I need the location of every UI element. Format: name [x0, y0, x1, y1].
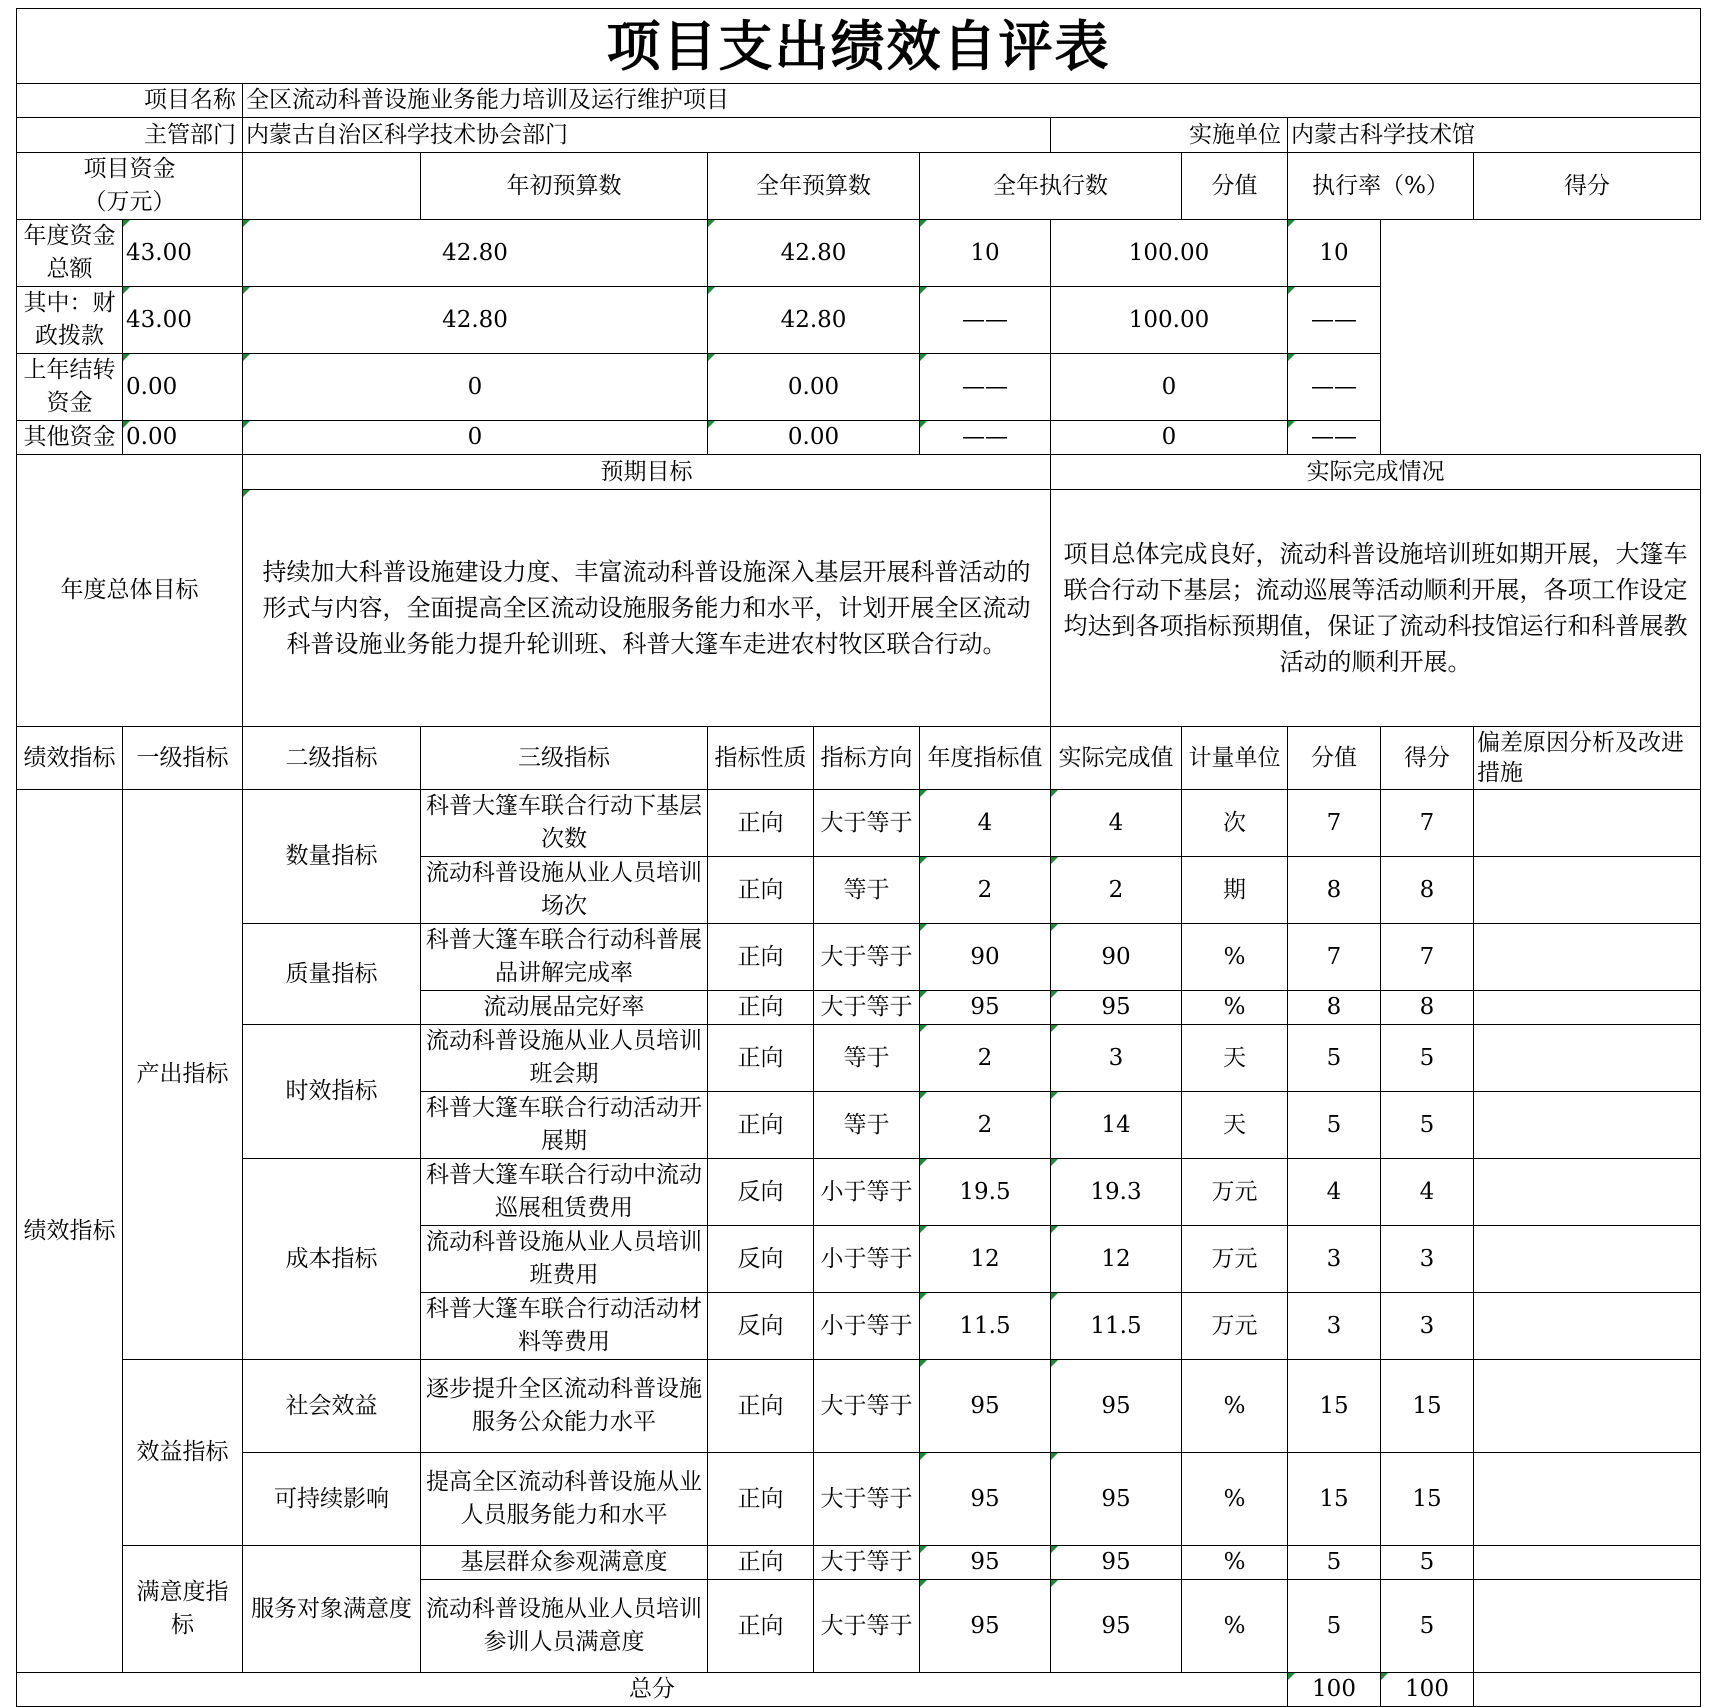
- got-score: 8: [1381, 857, 1474, 924]
- deviation-note: [1474, 1453, 1701, 1546]
- score-value: 5: [1288, 1025, 1381, 1092]
- deviation-note: [1474, 1293, 1701, 1360]
- perf-header: 三级指标: [421, 727, 708, 790]
- funds-header: 全年预算数: [708, 153, 920, 220]
- expected-goal-text: 持续加大科普设施建设力度、丰富流动科普设施深入基层开展科普活动的形式与内容，全面提高全区流动设施服务能力和水平，计划开展全区流动科普设施业务能力提升轮训班、科普大篷车走进农村牧区联合行动。: [243, 490, 1051, 727]
- actual-value: 95: [1051, 991, 1182, 1025]
- funds-cell: ——: [920, 287, 1051, 354]
- got-score: 8: [1381, 991, 1474, 1025]
- funds-cell: 0: [243, 421, 708, 455]
- level3-indicator: 流动展品完好率: [421, 991, 708, 1025]
- indicator-direction: 等于: [814, 1025, 920, 1092]
- funds-rows: [17, 220, 1701, 455]
- got-score: 5: [1381, 1025, 1474, 1092]
- score-value: 5: [1288, 1580, 1381, 1673]
- level3-indicator: 科普大篷车联合行动中流动巡展租赁费用: [421, 1159, 708, 1226]
- score-value: 15: [1288, 1360, 1381, 1453]
- table-row: [17, 1159, 1701, 1226]
- score-value: 3: [1288, 1293, 1381, 1360]
- perf-header: 指标性质: [708, 727, 814, 790]
- actual-result-text: 项目总体完成良好，流动科普设施培训班如期开展，大篷车联合行动下基层；流动巡展等活动顺利开展，各项工作设定均达到各项指标预期值，保证了流动科技馆运行和科普展教活动的顺利开展。: [1051, 490, 1701, 727]
- actual-value: 3: [1051, 1025, 1182, 1092]
- indicator-direction: 大于等于: [814, 1546, 920, 1580]
- measure-unit: %: [1182, 1453, 1288, 1546]
- perf-rows: [17, 790, 1701, 1673]
- funds-header: 分值: [1182, 153, 1288, 220]
- target-value: 95: [920, 1360, 1051, 1453]
- indicator-nature: 正向: [708, 790, 814, 857]
- funds-cell: 0: [243, 354, 708, 421]
- funds-cell: 42.80: [243, 287, 708, 354]
- indicator-direction: 小于等于: [814, 1159, 920, 1226]
- actual-result-header: 实际完成情况: [1051, 455, 1701, 490]
- goals-label: 年度总体目标: [17, 455, 243, 727]
- deviation-note: [1474, 1226, 1701, 1293]
- funds-cell: 10: [920, 220, 1051, 287]
- indicator-direction: 大于等于: [814, 991, 920, 1025]
- level2-indicator: 时效指标: [243, 1025, 421, 1159]
- indicator-direction: 等于: [814, 1092, 920, 1159]
- indicator-direction: 大于等于: [814, 924, 920, 991]
- target-value: 12: [920, 1226, 1051, 1293]
- funds-cell: 43.00: [123, 287, 243, 354]
- unit-value: 内蒙古科学技术馆: [1288, 118, 1701, 153]
- actual-value: 90: [1051, 924, 1182, 991]
- evaluation-table: [16, 8, 1701, 1707]
- got-score: 3: [1381, 1226, 1474, 1293]
- funds-cell: 42.80: [708, 287, 920, 354]
- level3-indicator: 科普大篷车联合行动活动开展期: [421, 1092, 708, 1159]
- target-value: 2: [920, 857, 1051, 924]
- deviation-note: [1474, 1159, 1701, 1226]
- funds-row: [17, 354, 1701, 421]
- funds-cell: ——: [920, 354, 1051, 421]
- total-label: 总分: [17, 1673, 1288, 1707]
- table-row: [17, 1360, 1701, 1453]
- indicator-direction: 大于等于: [814, 1360, 920, 1453]
- table-row: [17, 1546, 1701, 1580]
- actual-value: 4: [1051, 790, 1182, 857]
- funds-row-label: 上年结转资金: [17, 354, 123, 421]
- measure-unit: %: [1182, 924, 1288, 991]
- indicator-direction: 大于等于: [814, 790, 920, 857]
- target-value: 95: [920, 1546, 1051, 1580]
- measure-unit: %: [1182, 1580, 1288, 1673]
- indicator-nature: 反向: [708, 1226, 814, 1293]
- level3-indicator: 科普大篷车联合行动科普展品讲解完成率: [421, 924, 708, 991]
- perf-header: 偏差原因分析及改进措施: [1474, 727, 1701, 790]
- measure-unit: %: [1182, 1546, 1288, 1580]
- funds-cell: 0.00: [708, 354, 920, 421]
- deviation-note: [1474, 1546, 1701, 1580]
- got-score: 15: [1381, 1360, 1474, 1453]
- perf-header: 绩效指标: [17, 727, 123, 790]
- funds-header: 得分: [1474, 153, 1701, 220]
- deviation-note: [1474, 1025, 1701, 1092]
- funds-header: 全年执行数: [920, 153, 1182, 220]
- got-score: 7: [1381, 790, 1474, 857]
- table-row: [17, 1025, 1701, 1092]
- funds-cell: 0: [1051, 354, 1288, 421]
- actual-value: 11.5: [1051, 1293, 1182, 1360]
- funds-cell: 0: [1051, 421, 1288, 455]
- funds-label: 项目资金: [83, 156, 176, 182]
- perf-header: 一级指标: [123, 727, 243, 790]
- funds-cell: ——: [920, 421, 1051, 455]
- level2-indicator: 社会效益: [243, 1360, 421, 1453]
- table-row: [17, 790, 1701, 857]
- got-score: 5: [1381, 1580, 1474, 1673]
- got-score: 7: [1381, 924, 1474, 991]
- indicator-nature: 反向: [708, 1293, 814, 1360]
- level1-indicator: 产出指标: [123, 790, 243, 1360]
- funds-cell: 0.00: [123, 354, 243, 421]
- funds-cell: 0.00: [708, 421, 920, 455]
- level1-indicator: 满意度指标: [123, 1546, 243, 1673]
- perf-header: 分值: [1288, 727, 1381, 790]
- got-score: 4: [1381, 1159, 1474, 1226]
- funds-label-cell: [17, 153, 243, 220]
- funds-cell: ——: [1288, 287, 1381, 354]
- target-value: 95: [920, 1453, 1051, 1546]
- perf-header-row: [17, 727, 1701, 790]
- deviation-note: [1474, 924, 1701, 991]
- indicator-nature: 正向: [708, 1580, 814, 1673]
- indicator-direction: 小于等于: [814, 1293, 920, 1360]
- page-title: 项目支出绩效自评表: [17, 9, 1701, 84]
- measure-unit: 期: [1182, 857, 1288, 924]
- indicator-nature: 正向: [708, 1360, 814, 1453]
- level2-indicator: 服务对象满意度: [243, 1546, 421, 1673]
- funds-cell: ——: [1288, 354, 1381, 421]
- funds-row-label: 年度资金总额: [17, 220, 123, 287]
- deviation-note: [1474, 1092, 1701, 1159]
- funds-row-label: 其中：财政拨款: [17, 287, 123, 354]
- level3-indicator: 流动科普设施从业人员培训场次: [421, 857, 708, 924]
- funds-header: 年初预算数: [421, 153, 708, 220]
- expected-goal-header: 预期目标: [243, 455, 1051, 490]
- measure-unit: 次: [1182, 790, 1288, 857]
- level3-indicator: 逐步提升全区流动科普设施服务公众能力水平: [421, 1360, 708, 1453]
- level3-indicator: 流动科普设施从业人员培训班会期: [421, 1025, 708, 1092]
- measure-unit: 天: [1182, 1025, 1288, 1092]
- funds-row: [17, 220, 1701, 287]
- indicator-direction: 等于: [814, 857, 920, 924]
- unit-label: 实施单位: [1051, 118, 1288, 153]
- indicator-nature: 正向: [708, 1025, 814, 1092]
- got-score: 5: [1381, 1546, 1474, 1580]
- measure-unit: 万元: [1182, 1293, 1288, 1360]
- indicator-direction: 大于等于: [814, 1580, 920, 1673]
- indicator-nature: 正向: [708, 1546, 814, 1580]
- actual-value: 95: [1051, 1580, 1182, 1673]
- indicator-nature: 正向: [708, 1092, 814, 1159]
- level3-indicator: 流动科普设施从业人员培训班费用: [421, 1226, 708, 1293]
- funds-row: [17, 287, 1701, 354]
- target-value: 95: [920, 991, 1051, 1025]
- project-name-value: 全区流动科普设施业务能力培训及运行维护项目: [243, 84, 1701, 118]
- indicator-nature: 正向: [708, 1453, 814, 1546]
- level3-indicator: 科普大篷车联合行动活动材料等费用: [421, 1293, 708, 1360]
- got-score: 15: [1381, 1453, 1474, 1546]
- measure-unit: %: [1182, 991, 1288, 1025]
- perf-header: 得分: [1381, 727, 1474, 790]
- level3-indicator: 提高全区流动科普设施从业人员服务能力和水平: [421, 1453, 708, 1546]
- funds-unit: （万元）: [83, 189, 176, 215]
- dept-value: 内蒙古自治区科学技术协会部门: [243, 118, 1051, 153]
- score-value: 4: [1288, 1159, 1381, 1226]
- funds-header: 执行率（%）: [1288, 153, 1474, 220]
- score-value: 5: [1288, 1546, 1381, 1580]
- deviation-note: [1474, 1360, 1701, 1453]
- perf-header: 计量单位: [1182, 727, 1288, 790]
- target-value: 95: [920, 1580, 1051, 1673]
- indicator-direction: 小于等于: [814, 1226, 920, 1293]
- deviation-note: [1474, 790, 1701, 857]
- got-score: 5: [1381, 1092, 1474, 1159]
- deviation-note: [1474, 857, 1701, 924]
- table-row: [17, 1453, 1701, 1546]
- funds-cell: 100.00: [1051, 220, 1288, 287]
- funds-corner-cell: [243, 153, 421, 220]
- target-value: 2: [920, 1025, 1051, 1092]
- actual-value: 95: [1051, 1453, 1182, 1546]
- perf-section-label: 绩效指标: [17, 790, 123, 1673]
- level2-indicator: 可持续影响: [243, 1453, 421, 1546]
- actual-value: 95: [1051, 1360, 1182, 1453]
- total-note: [1474, 1673, 1701, 1707]
- measure-unit: 万元: [1182, 1159, 1288, 1226]
- target-value: 4: [920, 790, 1051, 857]
- dept-label: 主管部门: [17, 118, 243, 153]
- actual-value: 14: [1051, 1092, 1182, 1159]
- indicator-nature: 反向: [708, 1159, 814, 1226]
- indicator-nature: 正向: [708, 924, 814, 991]
- perf-header: 实际完成值: [1051, 727, 1182, 790]
- actual-value: 95: [1051, 1546, 1182, 1580]
- performance-self-evaluation-form: [16, 8, 1701, 1707]
- level3-indicator: 基层群众参观满意度: [421, 1546, 708, 1580]
- measure-unit: 万元: [1182, 1226, 1288, 1293]
- total-got: 100: [1381, 1673, 1474, 1707]
- level3-indicator: 流动科普设施从业人员培训参训人员满意度: [421, 1580, 708, 1673]
- indicator-nature: 正向: [708, 991, 814, 1025]
- score-value: 15: [1288, 1453, 1381, 1546]
- funds-cell: ——: [1288, 421, 1381, 455]
- funds-cell: 10: [1288, 220, 1381, 287]
- level1-indicator: 效益指标: [123, 1360, 243, 1546]
- deviation-note: [1474, 1580, 1701, 1673]
- actual-value: 19.3: [1051, 1159, 1182, 1226]
- score-value: 8: [1288, 857, 1381, 924]
- actual-value: 12: [1051, 1226, 1182, 1293]
- funds-cell: 42.80: [708, 220, 920, 287]
- target-value: 19.5: [920, 1159, 1051, 1226]
- level2-indicator: 数量指标: [243, 790, 421, 924]
- funds-cell: 100.00: [1051, 287, 1288, 354]
- perf-header: 年度指标值: [920, 727, 1051, 790]
- score-value: 8: [1288, 991, 1381, 1025]
- funds-row-label: 其他资金: [17, 421, 123, 455]
- deviation-note: [1474, 991, 1701, 1025]
- table-row: [17, 924, 1701, 991]
- measure-unit: 天: [1182, 1092, 1288, 1159]
- funds-cell: 43.00: [123, 220, 243, 287]
- score-value: 5: [1288, 1092, 1381, 1159]
- funds-cell: 0.00: [123, 421, 243, 455]
- level2-indicator: 成本指标: [243, 1159, 421, 1360]
- funds-cell: 42.80: [243, 220, 708, 287]
- level3-indicator: 科普大篷车联合行动下基层次数: [421, 790, 708, 857]
- total-score: 100: [1288, 1673, 1381, 1707]
- target-value: 90: [920, 924, 1051, 991]
- target-value: 2: [920, 1092, 1051, 1159]
- score-value: 7: [1288, 924, 1381, 991]
- actual-value: 2: [1051, 857, 1182, 924]
- indicator-nature: 正向: [708, 857, 814, 924]
- funds-row: [17, 421, 1701, 455]
- measure-unit: %: [1182, 1360, 1288, 1453]
- indicator-direction: 大于等于: [814, 1453, 920, 1546]
- score-value: 7: [1288, 790, 1381, 857]
- project-name-label: 项目名称: [17, 84, 243, 118]
- got-score: 3: [1381, 1293, 1474, 1360]
- level2-indicator: 质量指标: [243, 924, 421, 1025]
- perf-header: 二级指标: [243, 727, 421, 790]
- score-value: 3: [1288, 1226, 1381, 1293]
- perf-header: 指标方向: [814, 727, 920, 790]
- target-value: 11.5: [920, 1293, 1051, 1360]
